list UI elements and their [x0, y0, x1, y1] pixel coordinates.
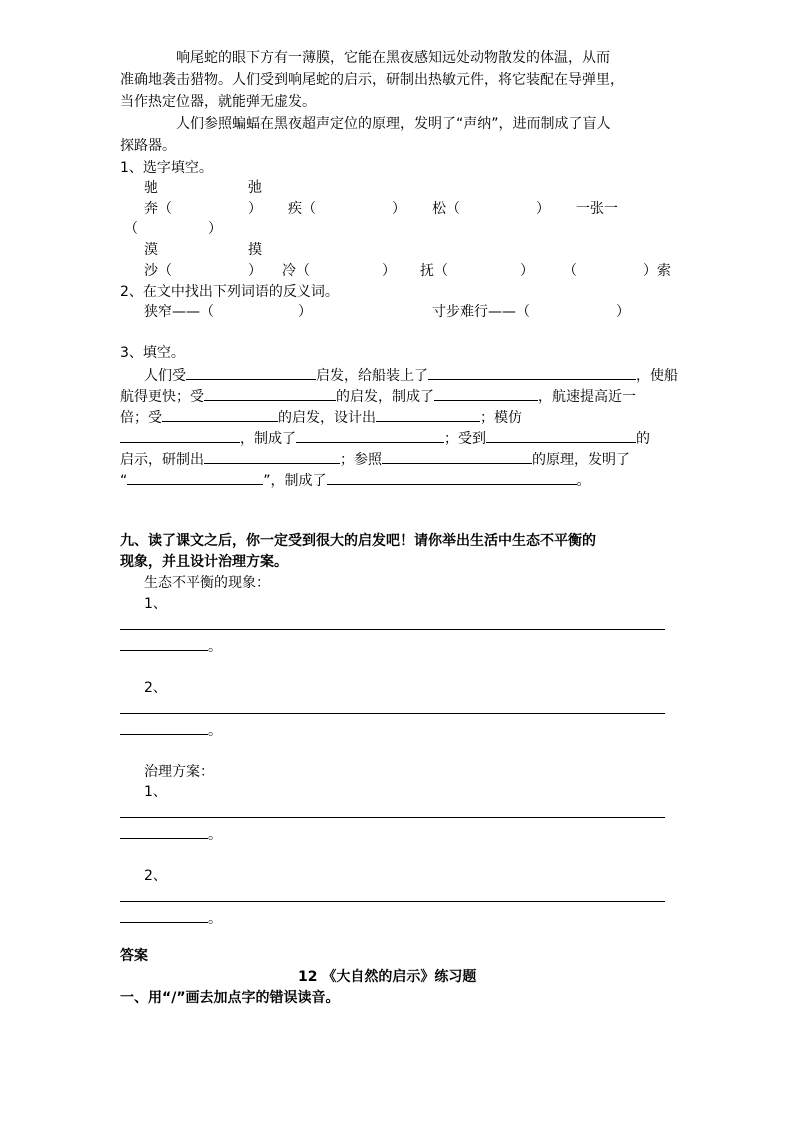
item-number: 1、: [144, 596, 167, 612]
answers-first-question: 一、用“/”画去加点字的错误读音。: [120, 990, 340, 1006]
blank-suffix: ）: [208, 221, 222, 237]
fill-blank[interactable]: [382, 448, 532, 464]
fill-blank[interactable]: [162, 406, 278, 422]
period: 。: [208, 723, 222, 739]
char-option: 驰: [144, 180, 158, 196]
passage-line: 人们参照蝙蝠在黑夜超声定位的原理，发明了“声纳”，进而制成了盲人: [176, 116, 611, 132]
answer-line-short[interactable]: [120, 734, 208, 735]
question-1-heading: 1、选字填空。: [120, 160, 213, 176]
fill-text: ，使船: [636, 368, 678, 384]
blank-suffix: ）: [298, 304, 312, 320]
char-option: 摸: [248, 242, 262, 258]
blank-prefix: 冷（: [282, 263, 310, 279]
blank-suffix: ）索: [643, 263, 671, 279]
question-2-heading: 2、在文中找出下列词语的反义词。: [120, 284, 339, 300]
fill-line: [120, 385, 636, 405]
fill-text: 的启发，制成了: [336, 389, 434, 405]
blank-suffix: ）: [536, 201, 550, 217]
passage-line: 当作热定位器，就能弹无虚发。: [120, 94, 316, 110]
fill-text: 人们受: [144, 368, 186, 384]
answer-line-short[interactable]: [120, 922, 208, 923]
fill-text: ；模仿: [480, 410, 522, 426]
fill-text: 的: [636, 431, 650, 447]
item-number: 2、: [144, 868, 167, 884]
blank-prefix: 一张一: [576, 201, 618, 217]
fill-text: 启示，研制出: [120, 452, 204, 468]
period: 。: [208, 827, 222, 843]
char-option: 漠: [144, 242, 158, 258]
fill-text: 倍；受: [120, 410, 162, 426]
answer-line[interactable]: [120, 817, 665, 818]
fill-text: ；参照: [340, 452, 382, 468]
fill-blank[interactable]: [204, 448, 340, 464]
fill-text: “: [120, 473, 128, 489]
char-option: 弛: [248, 180, 262, 196]
blank-prefix: 松（: [432, 201, 460, 217]
phenomena-label: 生态不平衡的现象：: [144, 575, 270, 591]
fill-blank[interactable]: [486, 427, 636, 443]
antonym-prompt: 寸步难行——（: [432, 304, 530, 320]
blank-prefix: 奔（: [144, 201, 172, 217]
plan-label: 治理方案：: [144, 764, 214, 780]
fill-text: ；受到: [444, 431, 486, 447]
fill-line: [120, 448, 630, 468]
answers-label: 答案: [120, 948, 148, 964]
answer-line[interactable]: [120, 713, 665, 714]
question-3-heading: 3、填空。: [120, 345, 185, 361]
fill-line: [144, 364, 678, 386]
blank-prefix: 疾（: [288, 201, 316, 217]
blank-prefix: （: [124, 221, 138, 237]
fill-blank[interactable]: [204, 385, 336, 401]
blank-prefix: 沙（: [144, 263, 172, 279]
period: 。: [208, 639, 222, 655]
fill-blank[interactable]: [428, 364, 636, 380]
fill-text: ，航速提高近一: [538, 389, 636, 405]
fill-line: [120, 406, 522, 426]
question-9-heading: 现象，并且设计治理方案。: [120, 554, 288, 570]
fill-blank[interactable]: [327, 469, 577, 485]
item-number: 1、: [144, 784, 167, 800]
fill-line: [120, 469, 591, 489]
antonym-prompt: 狭窄——（: [144, 304, 214, 320]
answer-line[interactable]: [120, 901, 665, 902]
blank-suffix: ）: [248, 263, 262, 279]
blank-suffix: ）: [520, 263, 534, 279]
passage-line: 响尾蛇的眼下方有一薄膜，它能在黑夜感知远处动物散发的体温，从而: [176, 50, 610, 66]
blank-suffix: ）: [616, 304, 630, 320]
blank-prefix: 抚（: [420, 263, 448, 279]
fill-text: 的原理，发明了: [532, 452, 630, 468]
fill-text: 。: [576, 473, 591, 489]
fill-blank[interactable]: [186, 364, 316, 380]
passage-line: 准确地袭击猎物。人们受到响尾蛇的启示，研制出热敏元件，将它装配在导弹里，: [120, 72, 624, 88]
fill-blank[interactable]: [127, 469, 263, 485]
answer-line-short[interactable]: [120, 650, 208, 651]
answer-line[interactable]: [120, 629, 665, 630]
passage-line: 探路器。: [120, 138, 176, 154]
answers-title: 12 《大自然的启示》练习题: [298, 969, 477, 985]
fill-blank[interactable]: [376, 406, 480, 422]
fill-text: 航得更快；受: [120, 389, 204, 405]
fill-text: 启发，给船装上了: [316, 368, 428, 384]
blank-suffix: ）: [382, 263, 396, 279]
period: 。: [208, 911, 222, 927]
fill-blank[interactable]: [120, 427, 240, 443]
fill-text: ，制成了: [240, 431, 296, 447]
fill-text: 的启发，设计出: [278, 410, 376, 426]
fill-blank[interactable]: [434, 385, 538, 401]
blank-prefix: （: [563, 263, 577, 279]
blank-suffix: ）: [248, 201, 262, 217]
item-number: 2、: [144, 680, 167, 696]
fill-blank[interactable]: [296, 427, 444, 443]
fill-text: ”，制成了: [263, 473, 327, 489]
answer-line-short[interactable]: [120, 838, 208, 839]
blank-suffix: ）: [392, 201, 406, 217]
question-9-heading: 九、读了课文之后，你一定受到很大的启发吧！请你举出生活中生态不平衡的: [120, 533, 596, 549]
fill-line: [120, 427, 650, 447]
